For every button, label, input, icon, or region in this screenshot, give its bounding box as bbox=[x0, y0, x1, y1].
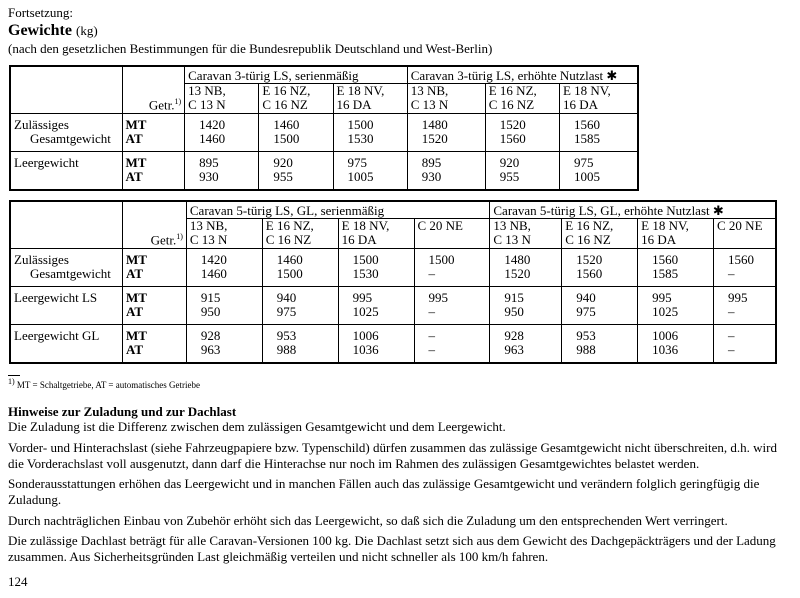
weight-cell bbox=[186, 325, 262, 363]
paragraph-axle-load: Vorder- und Hinterachslast (siehe Fahrzeugpapiere bzw. Typenschild) dürfen zusammen das zulässige Gesamtgewicht nicht überschreiten, d.h. wird die Vorderachslast voll ausgenutzt, dann darf die Hinterachse nur noch im Rahmen des zulässigen Gesamtgewichtes belastet werden. bbox=[8, 440, 777, 471]
row-label bbox=[11, 249, 123, 287]
weight-value: 1500 bbox=[352, 252, 379, 267]
transmission-type: MT bbox=[125, 117, 147, 132]
group-header-standard: Caravan 5-türig LS, GL, serienmäßig bbox=[186, 202, 490, 219]
page-title: Gewichte (kg) bbox=[8, 22, 98, 39]
weight-cell bbox=[333, 152, 407, 190]
weight-value: 1460 bbox=[273, 117, 300, 132]
weight-value: 1025 bbox=[652, 304, 679, 319]
weight-cell bbox=[186, 249, 262, 287]
engine-code: 16 DA bbox=[336, 97, 372, 112]
engine-header bbox=[414, 219, 490, 249]
engine-code: C 16 NZ bbox=[488, 97, 535, 112]
row-label bbox=[11, 152, 123, 190]
engine-code: C 13 N bbox=[189, 232, 228, 247]
weight-value: 1500 bbox=[428, 252, 455, 267]
weight-value: 1520 bbox=[504, 266, 531, 281]
row-label-line: Gesamtgewicht bbox=[30, 266, 111, 281]
page-number: 124 bbox=[8, 574, 28, 589]
weight-value: 1005 bbox=[347, 169, 374, 184]
weight-value: – bbox=[728, 266, 735, 281]
row-label-line: Leergewicht bbox=[14, 155, 79, 170]
transmission-type: MT bbox=[125, 328, 147, 343]
weight-value: 1480 bbox=[421, 117, 448, 132]
engine-header bbox=[259, 84, 333, 114]
weight-value: 1005 bbox=[573, 169, 600, 184]
weight-value: 1520 bbox=[421, 131, 448, 146]
transmission-type: MT bbox=[125, 252, 147, 267]
weight-value: 1530 bbox=[347, 131, 374, 146]
weights-table-3door bbox=[10, 66, 638, 190]
weight-value: 1500 bbox=[347, 117, 374, 132]
weight-cell bbox=[414, 325, 490, 363]
engine-code: E 18 NV, bbox=[562, 83, 611, 98]
weight-cell bbox=[414, 287, 490, 325]
weight-value: 1520 bbox=[576, 252, 603, 267]
transmission-type: MT bbox=[125, 290, 147, 305]
engine-code: C 20 NE bbox=[417, 218, 463, 233]
row-label-line: Zulässiges bbox=[14, 117, 69, 132]
engine-code: 16 DA bbox=[341, 232, 377, 247]
weight-value: 988 bbox=[576, 342, 596, 357]
weight-cell bbox=[259, 152, 333, 190]
weight-cell bbox=[485, 114, 559, 152]
weight-value: 1560 bbox=[573, 117, 600, 132]
table-row bbox=[11, 114, 638, 152]
row-label-line: Zulässiges bbox=[14, 252, 69, 267]
weight-value: 963 bbox=[200, 342, 221, 357]
weight-value: 1560 bbox=[652, 252, 679, 267]
weight-value: 1460 bbox=[276, 252, 303, 267]
engine-header bbox=[262, 219, 338, 249]
weight-value: 930 bbox=[199, 169, 219, 184]
weight-value: 988 bbox=[276, 342, 297, 357]
weight-value: 920 bbox=[499, 155, 520, 170]
weight-value: 963 bbox=[504, 342, 524, 357]
footnote: $^{1)}$ MT = Schaltgetriebe, AT = automatisches Getriebe bbox=[8, 377, 200, 390]
weight-value: – bbox=[428, 328, 435, 343]
row-label-header bbox=[11, 202, 123, 249]
transmission-cell bbox=[122, 287, 186, 325]
weight-value: 928 bbox=[200, 328, 221, 343]
weight-value: 955 bbox=[499, 169, 520, 184]
group-header-increased-payload: Caravan 3-türig LS, erhöhte Nutzlast ✱ bbox=[407, 67, 637, 84]
weight-value: 895 bbox=[199, 155, 219, 170]
weight-value: 1460 bbox=[199, 131, 226, 146]
weight-value: 1480 bbox=[504, 252, 531, 267]
weight-value: 1420 bbox=[200, 252, 227, 267]
engine-header bbox=[638, 219, 714, 249]
weight-cell bbox=[338, 249, 414, 287]
weight-value: 940 bbox=[576, 290, 596, 305]
engine-code: E 16 NZ, bbox=[565, 218, 614, 233]
weight-cell bbox=[559, 152, 637, 190]
weight-cell bbox=[338, 325, 414, 363]
weight-cell bbox=[485, 152, 559, 190]
engine-code: 13 NB, bbox=[493, 218, 531, 233]
paragraph-roof-load: Die zulässige Dachlast beträgt für alle Caravan-Versionen 100 kg. Die Dachlast setzt sich aus dem Gewicht des Dachgepäckträgers und der Ladung zusammen. Aus Sicherheitsgründen Last gleichmäßig verteilen und nicht schneller als 100 km/h fahren. bbox=[8, 533, 776, 564]
weight-cell bbox=[407, 114, 485, 152]
transmission-type: AT bbox=[125, 266, 144, 281]
weight-value: – bbox=[428, 304, 435, 319]
engine-header bbox=[562, 219, 638, 249]
engine-code: C 16 NZ bbox=[262, 97, 308, 112]
engine-code: C 20 NE bbox=[717, 218, 763, 233]
weight-cell bbox=[262, 249, 338, 287]
engine-code: C 16 NZ bbox=[565, 232, 611, 247]
weight-value: 995 bbox=[352, 290, 373, 305]
weight-cell bbox=[714, 287, 776, 325]
weight-cell bbox=[262, 287, 338, 325]
transmission-type: AT bbox=[125, 304, 144, 319]
transmission-type: MT bbox=[125, 155, 147, 170]
weight-value: 895 bbox=[421, 155, 442, 170]
engine-code: E 16 NZ, bbox=[265, 218, 314, 233]
weight-value: 1560 bbox=[499, 131, 526, 146]
transmission-cell bbox=[122, 114, 185, 152]
weight-value: 1036 bbox=[352, 342, 379, 357]
engine-code: C 13 N bbox=[188, 97, 226, 112]
engine-code: C 13 N bbox=[410, 97, 449, 112]
weight-value: 940 bbox=[276, 290, 297, 305]
weight-value: 950 bbox=[504, 304, 524, 319]
weight-value: 1560 bbox=[728, 252, 755, 267]
weight-value: 1520 bbox=[499, 117, 526, 132]
weight-value: 915 bbox=[504, 290, 524, 305]
weight-cell bbox=[638, 325, 714, 363]
engine-header bbox=[185, 84, 259, 114]
engine-code: E 18 NV, bbox=[341, 218, 390, 233]
weight-value: – bbox=[428, 266, 435, 281]
weight-value: 1530 bbox=[352, 266, 379, 281]
weight-value: 1460 bbox=[200, 266, 227, 281]
weight-value: 953 bbox=[276, 328, 297, 343]
weight-value: 975 bbox=[276, 304, 297, 319]
weight-value: 995 bbox=[728, 290, 748, 305]
table-row bbox=[11, 287, 776, 325]
row-label-line: Leergewicht LS bbox=[14, 290, 98, 305]
engine-code: E 18 NV, bbox=[641, 218, 689, 233]
header-note: (nach den gesetzlichen Bestimmungen für die Bundesrepublik Deutschland und West-Berlin) bbox=[8, 41, 493, 56]
transmission-cell bbox=[122, 325, 186, 363]
engine-code: 16 DA bbox=[562, 97, 598, 112]
weight-cell bbox=[338, 287, 414, 325]
engine-code: 13 NB, bbox=[188, 83, 226, 98]
weight-cell bbox=[714, 325, 776, 363]
weight-value: 1560 bbox=[576, 266, 603, 281]
weight-value: 1500 bbox=[276, 266, 303, 281]
weight-value: 950 bbox=[200, 304, 221, 319]
weight-value: 1006 bbox=[352, 328, 379, 343]
engine-header bbox=[407, 84, 485, 114]
transmission-type: AT bbox=[125, 169, 143, 184]
row-label bbox=[11, 287, 123, 325]
paragraph-accessories: Durch nachträglichen Einbau von Zubehör erhöht sich das Leergewicht, so daß sich die Zuladung um den entsprechenden Wert verringert. bbox=[8, 513, 728, 528]
weight-value: 1420 bbox=[199, 117, 226, 132]
weight-cell bbox=[490, 325, 562, 363]
transmission-type: AT bbox=[125, 131, 143, 146]
table-row bbox=[11, 152, 638, 190]
row-label-header bbox=[11, 67, 123, 114]
weight-cell bbox=[185, 152, 259, 190]
group-header-increased-payload: Caravan 5-türig LS, GL, erhöhte Nutzlast ✱ bbox=[490, 202, 776, 219]
weight-cell bbox=[490, 287, 562, 325]
engine-code: E 18 NV, bbox=[336, 83, 385, 98]
engine-header bbox=[186, 219, 262, 249]
transmission-header: Getr.$^{1)}$ bbox=[122, 202, 186, 249]
engine-header bbox=[485, 84, 559, 114]
weight-cell bbox=[186, 287, 262, 325]
group-header-standard: Caravan 3-türig LS, serienmäßig bbox=[185, 67, 408, 84]
weight-value: 1585 bbox=[573, 131, 600, 146]
engine-code: C 16 NZ bbox=[265, 232, 312, 247]
weight-value: 1585 bbox=[652, 266, 679, 281]
row-label bbox=[11, 114, 123, 152]
engine-header bbox=[714, 219, 776, 249]
weight-cell bbox=[562, 325, 638, 363]
paragraph-payload-definition: Die Zuladung ist die Differenz zwischen dem zulässigen Gesamtgewicht und dem Leergewicht. bbox=[8, 419, 506, 434]
engine-code: 16 DA bbox=[641, 232, 677, 247]
weight-value: 920 bbox=[273, 155, 293, 170]
continuation-label: Fortsetzung: bbox=[8, 5, 73, 20]
footnote-rule bbox=[8, 375, 20, 376]
weight-cell bbox=[638, 287, 714, 325]
weight-value: 975 bbox=[576, 304, 596, 319]
weight-cell bbox=[562, 249, 638, 287]
paragraph-optional-equipment: Sonderausstattungen erhöhen das Leergewicht und in manchen Fällen auch das zulässige Gesamtgewicht und verändern folglich geringfügig die Zuladung. bbox=[8, 476, 760, 507]
weight-value: 930 bbox=[421, 169, 442, 184]
weight-value: – bbox=[728, 328, 735, 343]
weight-value: – bbox=[428, 342, 435, 357]
transmission-header: Getr.$^{1)}$ bbox=[122, 67, 185, 114]
table-row bbox=[11, 325, 776, 363]
section-heading: Hinweise zur Zuladung und zur Dachlast bbox=[8, 404, 237, 419]
engine-header bbox=[490, 219, 562, 249]
weight-cell bbox=[262, 325, 338, 363]
engine-header bbox=[333, 84, 407, 114]
weight-value: 928 bbox=[504, 328, 524, 343]
weight-value: 975 bbox=[347, 155, 368, 170]
weight-value: 953 bbox=[576, 328, 596, 343]
weight-value: 1036 bbox=[652, 342, 679, 357]
engine-code: C 13 N bbox=[493, 232, 531, 247]
weight-value: 1500 bbox=[273, 131, 300, 146]
transmission-cell bbox=[122, 249, 186, 287]
weight-cell bbox=[414, 249, 490, 287]
weight-cell bbox=[638, 249, 714, 287]
engine-code: E 16 NZ, bbox=[488, 83, 537, 98]
weight-cell bbox=[562, 287, 638, 325]
weight-value: – bbox=[728, 342, 735, 357]
weight-value: 1025 bbox=[352, 304, 379, 319]
weight-cell bbox=[185, 114, 259, 152]
weight-cell bbox=[714, 249, 776, 287]
weight-cell bbox=[259, 114, 333, 152]
weight-cell bbox=[407, 152, 485, 190]
weight-cell bbox=[559, 114, 637, 152]
weight-value: 995 bbox=[428, 290, 448, 305]
weight-value: 1006 bbox=[652, 328, 679, 343]
transmission-cell bbox=[122, 152, 185, 190]
engine-header bbox=[338, 219, 414, 249]
row-label-line: Gesamtgewicht bbox=[30, 131, 111, 146]
weight-value: 955 bbox=[273, 169, 293, 184]
weight-value: 915 bbox=[200, 290, 221, 305]
weight-value: 975 bbox=[573, 155, 594, 170]
weight-cell bbox=[490, 249, 562, 287]
engine-code: 13 NB, bbox=[189, 218, 228, 233]
row-label-line: Leergewicht GL bbox=[14, 328, 100, 343]
weight-value: – bbox=[728, 304, 735, 319]
table-row bbox=[11, 249, 776, 287]
engine-code: E 16 NZ, bbox=[262, 83, 311, 98]
engine-code: 13 NB, bbox=[410, 83, 449, 98]
transmission-type: AT bbox=[125, 342, 144, 357]
weight-value: 995 bbox=[652, 290, 672, 305]
weight-cell bbox=[333, 114, 407, 152]
row-label bbox=[11, 325, 123, 363]
engine-header bbox=[559, 84, 637, 114]
weights-table-5door bbox=[10, 201, 776, 363]
